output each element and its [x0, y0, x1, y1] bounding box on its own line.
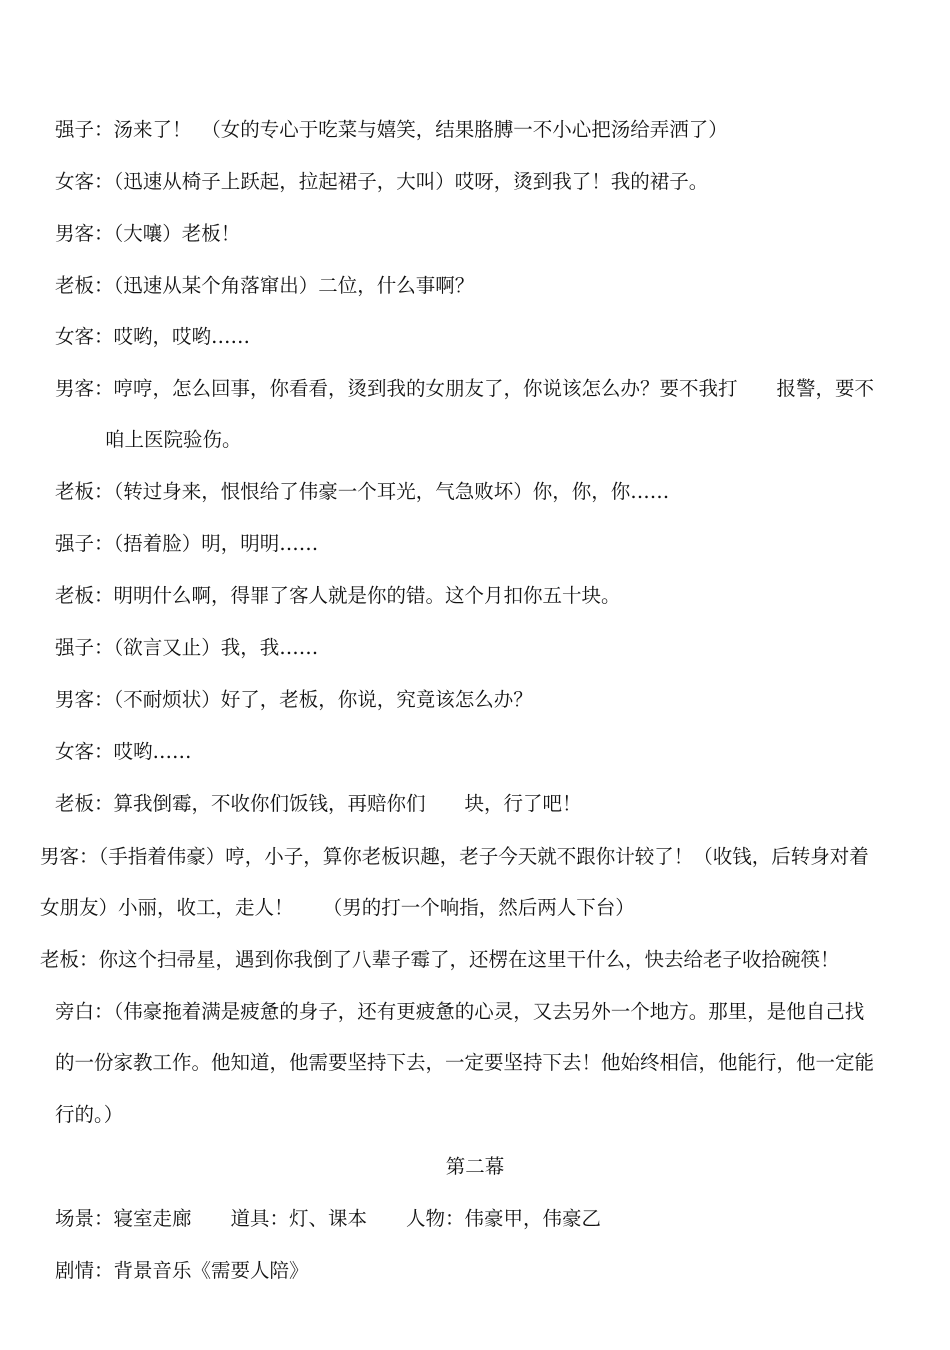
narration-line: 旁白：（伟豪拖着满是疲惫的身子，还有更疲惫的心灵，又去另外一个地方。那里，是他自己找 — [55, 1000, 865, 1023]
dialogue-line: 男客：哼哼，怎么回事，你看看，烫到我的女朋友了，你说该怎么办？要不我打 报警，要不 — [55, 377, 875, 400]
plot-info: 剧情：背景音乐《需要人陪》 — [55, 1259, 309, 1282]
dialogue-line: 老板：你这个扫帚星，遇到你我倒了八辈子霉了，还楞在这里干什么，快去给老子收拾碗筷！ — [40, 948, 840, 971]
dialogue-line-continuation: 咱上医院验伤。 — [105, 428, 242, 451]
dialogue-line: 男客：（手指着伟豪）哼，小子，算你老板识趣，老子今天就不跟你计较了！（收钱，后转身对着 — [40, 845, 869, 868]
dialogue-line: 老板：（迅速从某个角落窜出）二位，什么事啊？ — [55, 274, 475, 297]
narration-line-continuation: 行的。） — [55, 1103, 124, 1126]
dialogue-line: 老板：明明什么啊，得罪了客人就是你的错。这个月扣你五十块。 — [55, 584, 621, 607]
dialogue-line: 强子：汤来了！ （女的专心于吃菜与嬉笑，结果胳膊一不小心把汤给弄洒了） — [55, 118, 728, 141]
dialogue-line: 男客：（不耐烦状）好了，老板，你说，究竟该怎么办？ — [55, 688, 533, 711]
narration-line-continuation: 的一份家教工作。他知道，他需要坚持下去，一定要坚持下去！他始终相信，他能行，他一定能 — [55, 1051, 875, 1074]
dialogue-line: 女客：哎哟…… — [55, 740, 192, 763]
act-heading: 第二幕 — [445, 1155, 505, 1178]
dialogue-line: 老板：算我倒霉，不收你们饭钱，再赔你们 块，行了吧！ — [55, 792, 582, 815]
dialogue-line: 女客：哎哟，哎哟…… — [55, 325, 251, 348]
dialogue-line: 男客：（大嚷）老板！ — [55, 222, 241, 245]
scene-info: 场景：寝室走廊 道具：灯、课本 人物：伟豪甲，伟豪乙 — [55, 1207, 602, 1230]
dialogue-line: 老板：（转过身来，恨恨给了伟豪一个耳光，气急败坏）你，你，你…… — [55, 480, 670, 503]
dialogue-line: 强子：（捂着脸）明，明明…… — [55, 532, 319, 555]
dialogue-line-continuation: 女朋友）小丽，收工，走人！ （男的打一个响指，然后两人下台） — [40, 896, 635, 919]
dialogue-line: 女客：（迅速从椅子上跃起，拉起裙子，大叫）哎呀，烫到我了！我的裙子。 — [55, 170, 709, 193]
dialogue-line: 强子：（欲言又止）我，我…… — [55, 636, 319, 659]
